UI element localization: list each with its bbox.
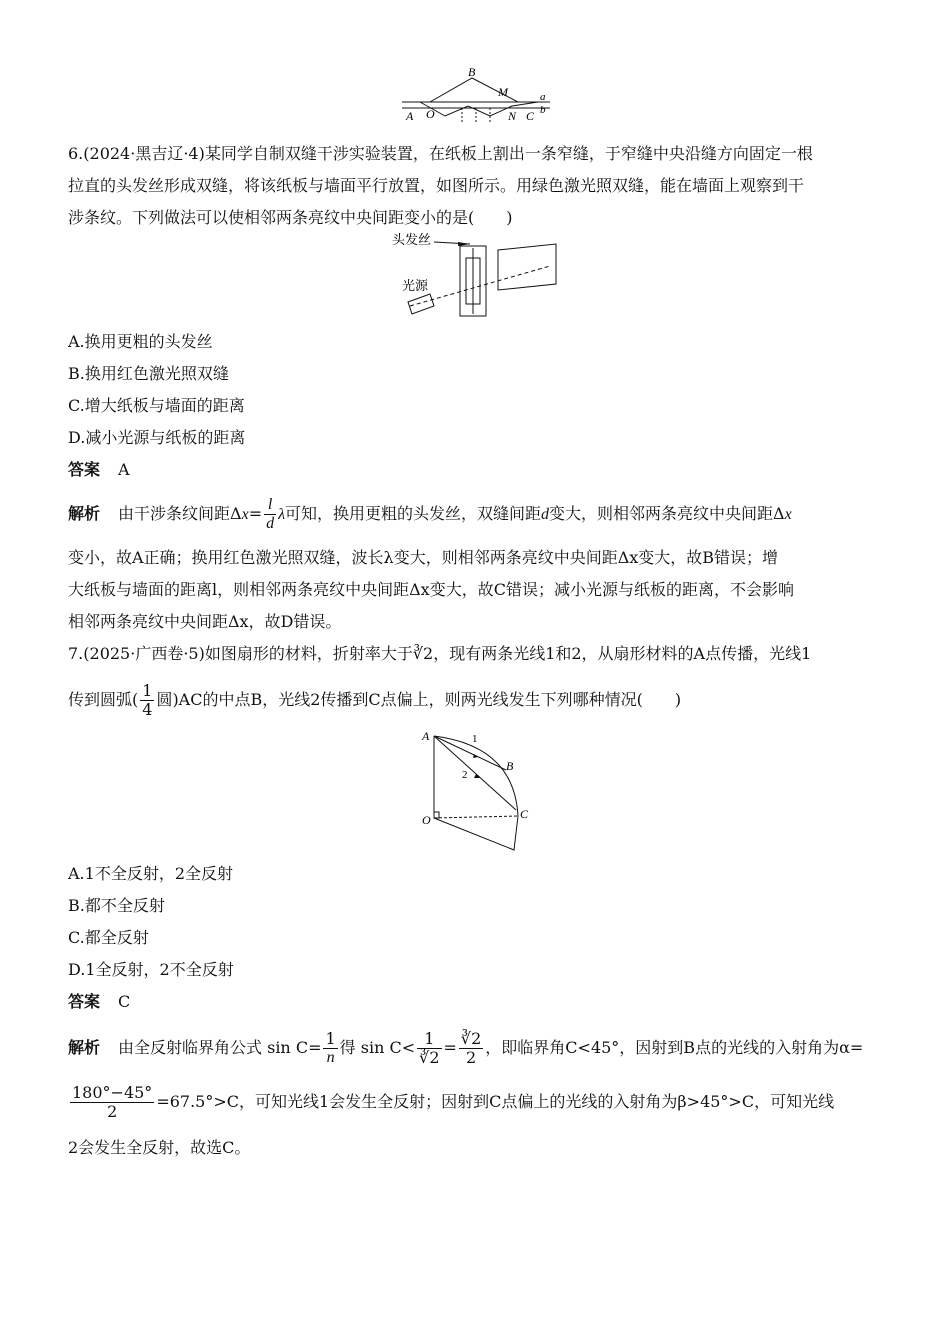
answer-label: 答案 xyxy=(68,460,101,479)
fraction-1-over-cuberoot2: $\frac{1}{∛2}$ xyxy=(419,1029,440,1067)
label-C: C xyxy=(526,109,535,123)
fraction-cuberoot2-over-2: $\frac{∛2}{2}$ xyxy=(460,1029,482,1067)
q6-stem-line2: 拉直的头发丝形成双缝，将该纸板与墙面平行放置，如图所示。用绿色激光照双缝，能在墙面上观察到干 xyxy=(68,176,805,195)
q7-option-b: B.都不全反射 xyxy=(68,896,165,915)
reflection-diagram xyxy=(400,66,560,126)
q6-option-d: D.减小光源与纸板的距离 xyxy=(68,428,246,447)
double-slit-diagram xyxy=(390,232,565,320)
q7-option-d: D.1全反射，2不全反射 xyxy=(68,960,234,979)
q7-answer xyxy=(68,986,883,1018)
q7-option-c: C.都全反射 xyxy=(68,928,149,947)
label-A: A xyxy=(422,729,430,743)
answer-value: C xyxy=(118,992,131,1011)
q7-stem-line2: 传到圆弧( $\frac{1}{4}$ 圆)AC的中点B，光线2传播到C点偏上，则两光线发生下列哪种情况( ) xyxy=(68,681,682,719)
label-C: C xyxy=(520,807,529,821)
q6-option-a: A.换用更粗的头发丝 xyxy=(68,332,213,351)
fraction-1-over-n: $\frac{1}{n}$ xyxy=(325,1029,336,1066)
q6-explanation-line2: 变小，故A正确；换用红色激光照双缝，波长λ变大，则相邻两条亮纹中央间距Δx变大，故B错误；增 xyxy=(68,548,779,567)
q7-explanation-line3: 2会发生全反射，故选C。 xyxy=(68,1138,251,1157)
label-O: O xyxy=(422,813,431,827)
label-a: a xyxy=(540,91,546,103)
explanation-label: 解析 xyxy=(68,504,101,523)
label-M: M xyxy=(498,85,508,99)
q6-explanation-line3: 大纸板与墙面的距离l，则相邻两条亮纹中央间距Δx变大，故C错误；减小光源与纸板的距离，不会影响 xyxy=(68,580,794,599)
fraction-l-over-d: $\frac{l}{d}$ xyxy=(266,496,275,532)
label-hair: 头发丝 xyxy=(392,232,432,247)
answer-value: A xyxy=(118,460,130,479)
q7-stem-line1: 7.(2025·广西卷·5)如图扇形的材料，折射率大于∛2，现有两条光线1和2，从扇形材料的A点传播，光线1 xyxy=(68,644,812,663)
explanation-label: 解析 xyxy=(68,1038,101,1057)
fraction-angle: $\frac{180^\circ-45^\circ}{2}$ xyxy=(72,1083,153,1121)
label-N: N xyxy=(508,109,517,123)
q6-stem-line1: 6.(2024·黑吉辽·4)某同学自制双缝干涉实验装置，在纸板上割出一条窄缝，于窄缝中央沿缝方向固定一根 xyxy=(68,144,813,163)
label-O: O xyxy=(426,107,435,121)
label-2: 2 xyxy=(462,769,468,781)
q6-option-b: B.换用红色激光照双缝 xyxy=(68,364,229,383)
label-A: A xyxy=(406,109,414,123)
label-1: 1 xyxy=(472,733,478,745)
answer-label: 答案 xyxy=(68,992,101,1011)
q7-explanation-line2: $\frac{180^\circ-45^\circ}{2}$ =67.5°>C，可知光线1会发生全反射；因射到C点偏上的光线的入射角为β>45°>C，可知光线 xyxy=(72,1083,835,1121)
q6-stem-line3: 涉条纹。下列做法可以使相邻两条亮纹中央间距变小的是( ) xyxy=(68,208,513,227)
sector-diagram xyxy=(418,726,538,854)
q7-explanation-line1: 解析 由全反射临界角公式 sin C= $\frac{1}{n}$ 得 sin C< $\frac{1}{∛2}$ = $\frac{∛2}{2}$ ，即临界角C<45°，因射到B点的光线的入射角为α= xyxy=(68,1029,864,1067)
label-B: B xyxy=(468,66,476,79)
q6-answer xyxy=(68,454,883,486)
q6-explanation-line4: 相邻两条亮纹中央间距Δx，故D错误。 xyxy=(68,612,342,631)
label-B: B xyxy=(506,759,514,773)
q7-option-a: A.1不全反射，2全反射 xyxy=(68,864,234,883)
label-b: b xyxy=(540,104,546,116)
q6-option-c: C.增大纸板与墙面的距离 xyxy=(68,396,245,415)
q6-explanation-line1: 解析 由干涉条纹间距Δx= $\frac{l}{d}$ λ可知，换用更粗的头发丝，双缝间距d变大，则相邻两条亮纹中央间距Δx xyxy=(68,496,792,532)
fraction-quarter: $\frac{1}{4}$ xyxy=(142,681,153,719)
label-source: 光源 xyxy=(402,278,429,293)
